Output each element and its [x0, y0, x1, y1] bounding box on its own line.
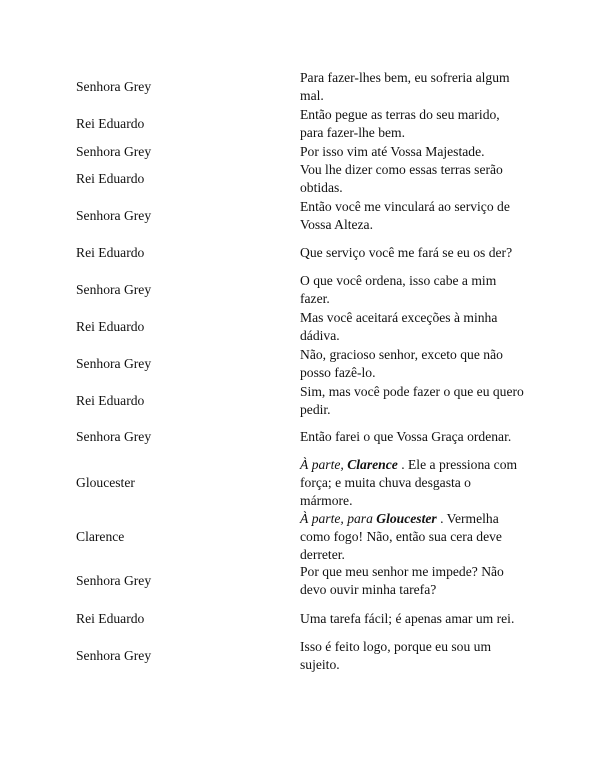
- speaker-name: Senhora Grey: [76, 143, 152, 159]
- speaker-name: Gloucester: [76, 475, 135, 490]
- dialogue-text: . Ele a pressiona com força; e muita chuva desgasta o mármore.: [300, 457, 518, 508]
- dialogue-line: Então farei o que Vossa Graça ordenar.: [300, 429, 512, 444]
- dialogue-line: Por que meu senhor me impede? Não devo ouvir minha tarefa?: [300, 564, 504, 597]
- dialogue-row: [0, 345, 600, 382]
- dialogue-row: [0, 419, 600, 455]
- dialogue-line: Mas você aceitará exceções à minha dádiva.: [300, 309, 498, 343]
- dialogue-row: [0, 105, 600, 142]
- dialogue-line: Não, gracioso senhor, exceto que não posso fazê-lo.: [300, 346, 503, 380]
- dialogue-line: Que serviço você me fará se eu os der?: [300, 244, 513, 260]
- speaker-name: Senhora Grey: [76, 78, 152, 94]
- dialogue-row: [0, 197, 600, 234]
- dialogue-line: Uma tarefa fácil; é apenas amar um rei.: [300, 610, 515, 626]
- stage-direction: À parte, para: [300, 510, 373, 526]
- stage-direction: À parte,: [300, 457, 344, 472]
- dialogue-text: . Vermelha como fogo! Não, então sua cera deve derreter.: [300, 510, 502, 562]
- dialogue-row: [0, 637, 600, 674]
- dialogue-line: Sim, mas você pode fazer o que eu quero pedir.: [300, 383, 524, 417]
- dialogue-line: Para fazer-lhes bem, eu sofreria algum mal.: [300, 69, 510, 103]
- speaker-name: Rei Eduardo: [76, 171, 145, 186]
- dialogue-line: Vou lhe dizer como essas terras serão obtidas.: [300, 162, 503, 195]
- speaker-name: Senhora Grey: [76, 207, 152, 223]
- dialogue-row: [0, 161, 600, 197]
- dialogue-line: [300, 510, 525, 564]
- dialogue-row: [0, 142, 600, 161]
- dialogue-line: Então você me vinculará ao serviço de Vossa Alteza.: [300, 198, 510, 232]
- speaker-name: Senhora Grey: [76, 573, 152, 588]
- dialogue-row: [0, 455, 600, 511]
- dialogue-line: Então pegue as terras do seu marido, para fazer-lhe bem.: [300, 106, 500, 140]
- speaker-name: Senhora Grey: [76, 429, 152, 444]
- dialogue-row: [0, 271, 600, 308]
- speaker-name: Senhora Grey: [76, 647, 152, 663]
- speaker-name: Rei Eduardo: [76, 392, 145, 408]
- speaker-name: Rei Eduardo: [76, 244, 145, 260]
- dialogue-row: [0, 68, 600, 105]
- stage-direction-target: Gloucester: [376, 510, 437, 526]
- speaker-name: Clarence: [76, 528, 125, 544]
- dialogue-row: [0, 234, 600, 271]
- dialogue-row: [0, 562, 600, 600]
- dialogue-line: O que você ordena, isso cabe a mim fazer.: [300, 272, 497, 306]
- dialogue-table: [0, 68, 600, 674]
- dialogue-line: Isso é feito logo, porque eu sou um sujeito.: [300, 638, 492, 672]
- dialogue-row: [0, 600, 600, 637]
- dialogue-row: [0, 308, 600, 345]
- speaker-name: Rei Eduardo: [76, 610, 145, 626]
- speaker-name: Rei Eduardo: [76, 115, 145, 131]
- dialogue-row: [0, 382, 600, 419]
- dialogue-line: [300, 456, 525, 510]
- speaker-name: Senhora Grey: [76, 281, 152, 297]
- dialogue-row: [0, 511, 600, 562]
- dialogue-line: Por isso vim até Vossa Majestade.: [300, 143, 485, 159]
- speaker-name: Rei Eduardo: [76, 318, 145, 334]
- speaker-name: Senhora Grey: [76, 355, 152, 371]
- stage-direction-target: Clarence: [347, 457, 398, 472]
